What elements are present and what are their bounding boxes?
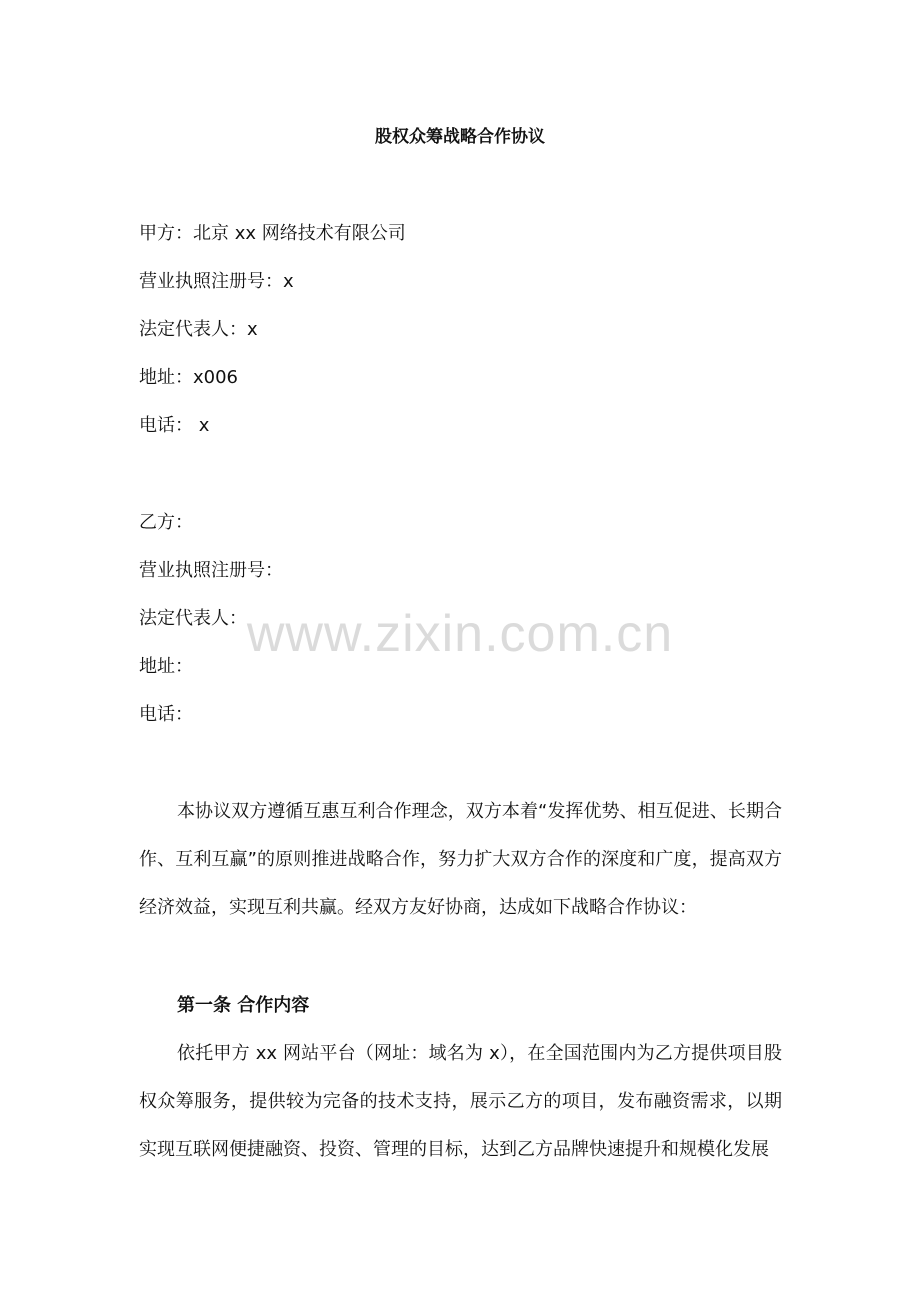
party-a-name: 甲方：北京 xx 网络技术有限公司 [139, 223, 406, 244]
party-b-phone: 电话： [139, 704, 193, 725]
party-a-phone: 电话： x [139, 415, 210, 436]
intro-paragraph: 本协议双方遵循互惠互利合作理念，双方本着“发挥优势、相互促进、长期合作、互利互赢”的原则推进战略合作，努力扩大双方合作的深度和广度，提高双方经济效益，实现互利共赢。经双方友好协商，达成如下战略合作协议： [139, 801, 782, 918]
article-1-paragraph: 依托甲方 xx 网站平台（网址：域名为 x），在全国范围内为乙方提供项目股权众筹服务，提供较为完备的技术支持，展示乙方的项目，发布融资需求，以期实现互联网便捷融资、投资、管理的目标，达到乙方品牌快速提升和规模化发展 [139, 1043, 782, 1160]
party-b-name: 乙方： [139, 512, 193, 533]
party-b-address: 地址： [139, 656, 193, 677]
party-b-license-number: 营业执照注册号： [139, 560, 283, 581]
article-1-heading: 第一条 合作内容 [177, 995, 310, 1016]
document-title: 股权众筹战略合作协议 [375, 127, 545, 147]
party-a-license-number: 营业执照注册号：x [139, 271, 294, 292]
watermark: www.zixin.com.cn [246, 605, 674, 663]
party-a-legal-representative: 法定代表人：x [139, 319, 258, 340]
party-b-legal-representative: 法定代表人： [139, 608, 247, 629]
party-a-address: 地址：x006 [139, 367, 239, 388]
